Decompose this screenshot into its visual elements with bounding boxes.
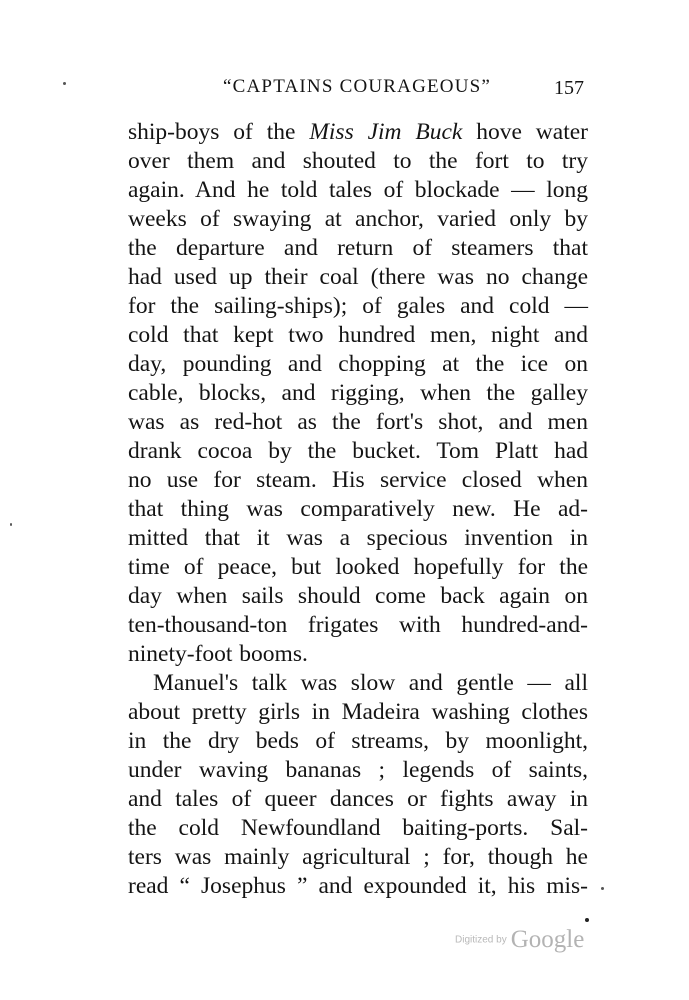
text-line: over them and shouted to the fort to try [128, 148, 588, 174]
text-line: weeks of swaying at anchor, varied only by [128, 206, 588, 232]
text-line: in the dry beds of streams, by moonlight, [128, 728, 588, 754]
text-line: ten-thousand-ton frigates with hundred-and- [128, 612, 588, 638]
scan-speck [585, 918, 589, 922]
scan-speck [601, 887, 604, 890]
text-line: the cold Newfoundland baiting-ports. Sal- [128, 815, 588, 841]
text-line: cable, blocks, and rigging, when the galley [128, 380, 588, 406]
scan-speck [10, 523, 12, 526]
text-line: and tales of queer dances or fights away in [128, 786, 588, 812]
text-line: day, pounding and chopping at the ice on [128, 351, 588, 377]
paragraph-end-line: ninety-foot booms. [128, 641, 308, 667]
text-line: had used up their coal (there was no change [128, 264, 588, 290]
watermark-prefix: Digitized by [455, 934, 507, 946]
text-line: mitted that it was a specious invention in [128, 525, 588, 551]
ship-name: Miss Jim Buck [309, 119, 463, 145]
text-line: the departure and return of steamers that [128, 235, 588, 261]
body-text [128, 118, 588, 901]
text-line: day when sails should come back again on [128, 583, 588, 609]
text-line: again. And he told tales of blockade — long [128, 177, 588, 203]
text-line: for the sailing-ships); of gales and cold — [128, 293, 588, 319]
text-line: about pretty girls in Madeira washing clothes [128, 699, 588, 725]
text-line: ship-boys of the Miss Jim Buck hove water [128, 119, 588, 145]
text-line: under waving bananas ; legends of saints, [128, 757, 588, 783]
running-header [128, 76, 584, 102]
text-line: no use for steam. His service closed when [128, 467, 588, 493]
running-title: “CAPTAINS COURAGEOUS” [223, 76, 492, 97]
scan-speck [63, 82, 66, 85]
digitized-by-watermark [455, 926, 584, 954]
text-line: time of peace, but looked hopefully for the [128, 554, 588, 580]
text-line: ters was mainly agricultural ; for, though he [128, 844, 588, 870]
text-line: was as red-hot as the fort's shot, and men [128, 409, 588, 435]
text-line: drank cocoa by the bucket. Tom Platt had [128, 438, 588, 464]
paragraph-start-line: Manuel's talk was slow and gentle — all [153, 670, 588, 696]
text-line: that thing was comparatively new. He ad- [128, 496, 588, 522]
text-line: read “ Josephus ” and expounded it, his mis- [128, 873, 588, 899]
text-line: cold that kept two hundred men, night and [128, 322, 588, 348]
page-number: 157 [554, 77, 584, 99]
google-logo: Google [510, 926, 585, 953]
